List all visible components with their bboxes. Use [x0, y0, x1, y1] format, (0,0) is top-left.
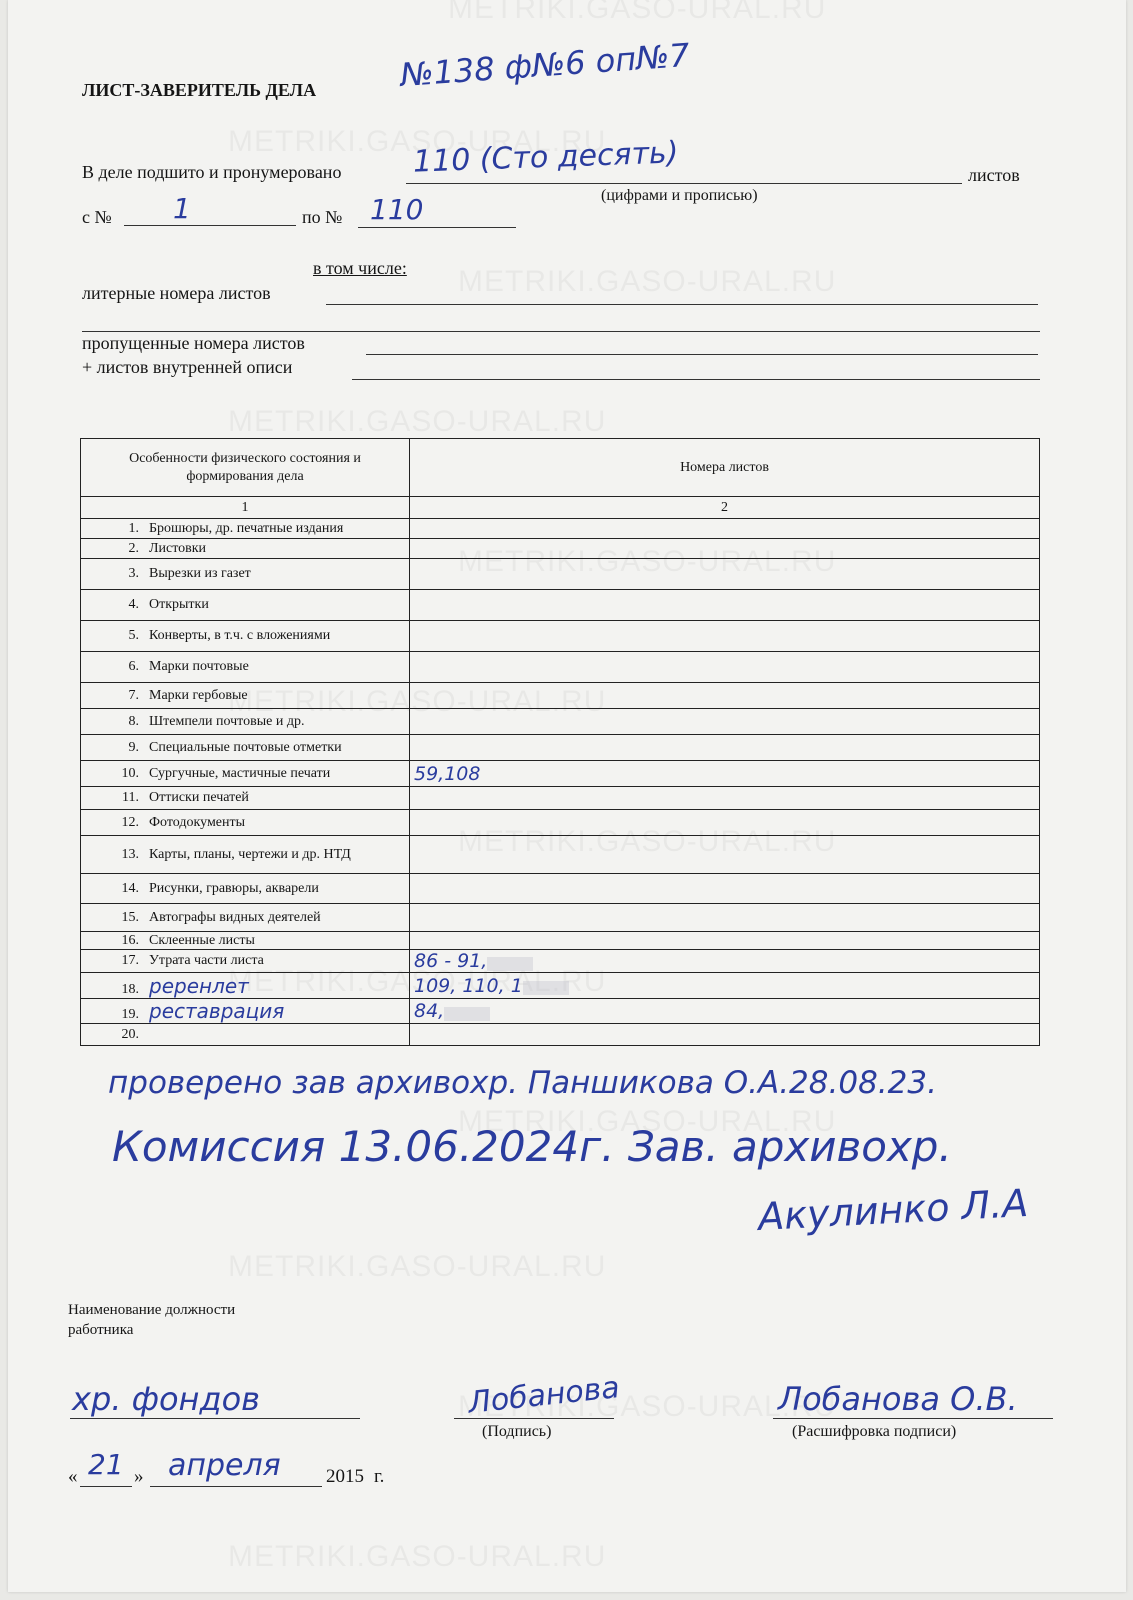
table-row [81, 621, 1040, 652]
position-value: хр. фондов [72, 1380, 261, 1418]
table-row [81, 761, 1040, 787]
inner-label: + листов внутренней описи [82, 357, 293, 377]
from-underline [124, 225, 296, 226]
sheet-numbers-cell [410, 973, 1040, 999]
row-number: 14. [121, 880, 139, 896]
table-row [81, 904, 1040, 932]
feature-cell [81, 590, 410, 621]
table-row [81, 810, 1040, 836]
table-row [81, 539, 1040, 559]
watermark [228, 1540, 606, 1574]
row-number: 9. [128, 739, 139, 755]
table-row [81, 950, 1040, 973]
feature-cell [81, 874, 410, 904]
table-row [81, 874, 1040, 904]
sheet-numbers-cell [410, 874, 1040, 904]
date-close-quote: » [134, 1466, 144, 1487]
sheet-numbers-cell [410, 539, 1040, 559]
feature-label: Склеенные листы [149, 932, 255, 948]
table-row [81, 932, 1040, 950]
from-value: 1 [173, 192, 191, 225]
from-label: с № [82, 207, 112, 227]
feature-label: реставрация [149, 999, 285, 1023]
feature-cell [81, 836, 410, 874]
document-title: ЛИСТ-ЗАВЕРИТЕЛЬ ДЕЛА [82, 80, 317, 100]
features-table [80, 438, 1040, 1046]
table-row [81, 1024, 1040, 1046]
sheet-numbers-cell [410, 519, 1040, 539]
row-number: 11. [122, 790, 139, 805]
feature-cell [81, 735, 410, 761]
feature-cell [81, 787, 410, 810]
feature-label: Карты, планы, чертежи и др. НТД [149, 846, 351, 862]
sheet-numbers-cell [410, 787, 1040, 810]
decode-underline [773, 1418, 1053, 1419]
col1-header: Особенности физического состояния и формирования дела [81, 439, 410, 497]
sheet-numbers-cell [410, 590, 1040, 621]
date-day-underline [80, 1486, 132, 1487]
sheets-word: листов [968, 165, 1020, 185]
table-header-row [81, 439, 1040, 497]
feature-cell [81, 539, 410, 559]
col1-index: 1 [81, 497, 410, 519]
redaction-blur [523, 981, 569, 995]
row-number: 15. [121, 909, 139, 925]
sewn-underline [406, 183, 962, 184]
sheet-numbers-cell [410, 1024, 1040, 1046]
sheet-numbers-value: 84, [414, 1000, 445, 1022]
feature-label: Автографы видных деятелей [149, 909, 321, 925]
feature-cell [81, 999, 410, 1024]
sewn-value: 110 (Сто десять) [412, 135, 679, 180]
col2-index: 2 [410, 497, 1040, 519]
table-row [81, 519, 1040, 539]
feature-label: Листовки [149, 540, 207, 556]
literal-underline [326, 304, 1038, 305]
feature-label: Открытки [149, 597, 209, 612]
row-number: 17. [121, 953, 139, 968]
feature-cell [81, 1024, 410, 1046]
sheet-numbers-cell [410, 999, 1040, 1024]
feature-label: Вырезки из газет [149, 566, 251, 581]
table-row [81, 836, 1040, 874]
feature-label: Оттиски печатей [149, 790, 249, 805]
row-number: 13. [121, 846, 139, 862]
date-month-underline [150, 1486, 322, 1487]
sheet-numbers-cell [410, 810, 1040, 836]
feature-cell [81, 904, 410, 932]
row-number: 6. [128, 659, 139, 674]
sheet-numbers-cell [410, 932, 1040, 950]
feature-label: Рисунки, гравюры, акварели [149, 880, 319, 896]
inner-underline [352, 379, 1040, 380]
sheet-numbers-cell [410, 761, 1040, 787]
commission-signer: Акулинко Л.А [757, 1180, 1030, 1240]
feature-label: Фотодокументы [149, 814, 246, 830]
feature-label: Специальные почтовые отметки [149, 739, 342, 755]
to-value: 110 [370, 193, 424, 226]
position-underline [70, 1418, 360, 1419]
watermark [228, 405, 606, 439]
redaction-blur [487, 957, 533, 971]
redaction-blur [444, 1007, 490, 1021]
row-number: 10. [121, 765, 139, 781]
row-number: 5. [128, 628, 139, 643]
to-label: по № [302, 207, 343, 227]
table-row [81, 787, 1040, 810]
commission-note: Комиссия 13.06.2024г. Зав. архивохр. [112, 1122, 952, 1171]
document-sheet [8, 0, 1126, 1592]
feature-label: Штемпели почтовые и др. [149, 713, 305, 729]
date-day: 21 [88, 1448, 124, 1481]
col2-header: Номера листов [410, 439, 1040, 497]
row-number: 3. [128, 566, 139, 581]
sheet-numbers-value: 86 - 91, [414, 950, 488, 972]
signature-caption: (Подпись) [482, 1423, 552, 1440]
watermark [458, 265, 836, 299]
sheet-numbers-value: 59,108 [414, 762, 481, 785]
sewn-label: В деле подшито и пронумеровано [82, 162, 342, 182]
including-label: в том числе: [313, 258, 407, 278]
decode-value: Лобанова О.В. [778, 1380, 1018, 1418]
feature-cell [81, 810, 410, 836]
signature-image: Лобанова [466, 1370, 622, 1421]
table-row [81, 973, 1040, 999]
feature-cell [81, 973, 410, 999]
row-number: 20. [121, 1026, 139, 1042]
feature-cell [81, 652, 410, 683]
sheet-numbers-cell [410, 683, 1040, 709]
position-label: Наименование должности работника [68, 1302, 236, 1338]
missing-label: пропущенные номера листов [82, 333, 305, 353]
table-row [81, 652, 1040, 683]
watermark [448, 0, 826, 26]
feature-cell [81, 761, 410, 787]
row-number: 8. [128, 713, 139, 729]
sheet-numbers-cell [410, 950, 1040, 973]
row-number: 7. [128, 687, 139, 703]
feature-cell [81, 932, 410, 950]
blank-underline [82, 331, 1040, 332]
table-row [81, 709, 1040, 735]
row-number: 19. [121, 1007, 139, 1022]
to-underline [358, 227, 516, 228]
checked-note: проверено зав архивохр. Паншикова О.А.28.08.23. [108, 1065, 937, 1101]
handwritten-case-number: №138 ф№6 оп№7 [399, 35, 691, 95]
date-open-quote: « [68, 1466, 78, 1487]
row-number: 2. [128, 540, 139, 556]
feature-cell [81, 950, 410, 973]
sheet-numbers-cell [410, 735, 1040, 761]
date-month: апреля [168, 1448, 281, 1483]
table-index-row [81, 497, 1040, 519]
sheet-numbers-cell [410, 836, 1040, 874]
row-number: 16. [121, 932, 139, 948]
sewn-hint: (цифрами и прописью) [601, 187, 758, 204]
table-row [81, 683, 1040, 709]
feature-label: реренлет [149, 973, 249, 998]
missing-underline [366, 354, 1038, 355]
feature-label: Марки почтовые [149, 659, 249, 674]
sheet-numbers-cell [410, 559, 1040, 590]
feature-cell [81, 559, 410, 590]
table-row [81, 735, 1040, 761]
row-number: 4. [128, 597, 139, 612]
sheet-numbers-cell [410, 621, 1040, 652]
decode-caption: (Расшифровка подписи) [792, 1423, 957, 1440]
sheet-numbers-value: 109, 110, 1 [414, 974, 523, 997]
row-number: 12. [121, 814, 139, 830]
sheet-numbers-cell [410, 652, 1040, 683]
feature-cell [81, 519, 410, 539]
date-suffix: г. [374, 1466, 385, 1487]
table-row [81, 590, 1040, 621]
literal-label: литерные номера листов [82, 283, 271, 303]
sheet-numbers-cell [410, 904, 1040, 932]
watermark [228, 1250, 606, 1284]
feature-label: Утрата части листа [149, 953, 264, 968]
feature-label: Брошюры, др. печатные издания [149, 520, 344, 536]
sheet-numbers-cell [410, 709, 1040, 735]
feature-label: Марки гербовые [149, 687, 248, 703]
row-number: 18. [121, 981, 139, 997]
table-row [81, 999, 1040, 1024]
feature-cell [81, 621, 410, 652]
date-year: 2015 [326, 1466, 364, 1487]
feature-label: Сургучные, мастичные печати [149, 765, 331, 781]
feature-cell [81, 683, 410, 709]
table-row [81, 559, 1040, 590]
row-number: 1. [128, 520, 139, 536]
feature-cell [81, 709, 410, 735]
feature-label: Конверты, в т.ч. с вложениями [149, 628, 331, 643]
